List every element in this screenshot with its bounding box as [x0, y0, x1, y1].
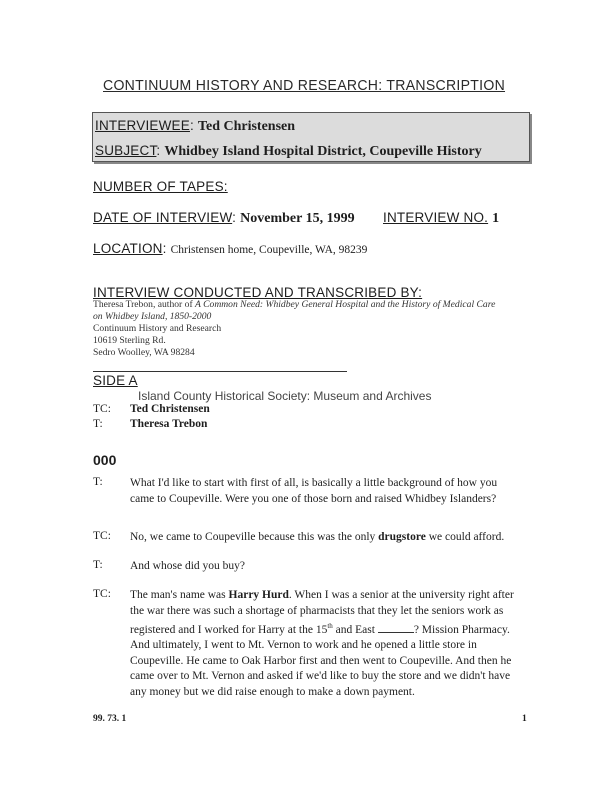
a2-speaker: TC:: [93, 588, 111, 600]
a2-text-mid2: and East: [332, 623, 378, 636]
book-title-part1: A Common Need: Whidbey General Hospital and the History of Medical Care: [195, 299, 496, 310]
footer-page-number: 1: [522, 714, 527, 724]
speaker-name-t: Theresa Trebon: [130, 418, 208, 430]
document-header-title: CONTINUUM HISTORY AND RESEARCH: TRANSCRIPTION: [103, 78, 506, 94]
speaker-name-tc: Ted Christensen: [130, 403, 210, 415]
a2-blank-line: [378, 623, 414, 633]
location-label: LOCATION: [93, 241, 163, 256]
a2-text-start: The man's name was: [130, 589, 229, 601]
subject-label: SUBJECT: [95, 143, 157, 158]
author-line-2: [93, 311, 211, 323]
a2-text-mid1: . When I was a senior at the university right after the war there was such a shortage of pharmacists that they let the seniors work as registered and I worked for Harry at the 15: [130, 589, 514, 636]
a2-bold: Harry Hurd: [228, 589, 289, 601]
tapes-row: [93, 178, 228, 196]
footer-doc-number: 99. 73. 1: [93, 714, 127, 724]
a2-superscript: th: [327, 622, 333, 630]
interviewee-label: INTERVIEWEE: [95, 118, 190, 133]
author-text: Theresa Trebon, author of: [93, 299, 196, 310]
a1-text-end: we could afford.: [425, 531, 505, 543]
a2-text: [130, 588, 522, 700]
address-city: Sedro Woolley, WA 98284: [93, 347, 195, 358]
a1-text-start: No, we came to Coupeville because this was the only: [130, 531, 379, 543]
q2-speaker: T:: [93, 559, 103, 571]
location-value: Christensen home, Coupeville, WA, 98239: [170, 244, 368, 256]
address-org: Continuum History and Research: [93, 323, 222, 334]
interviewee-row: INTERVIEWEE: Ted Christensen: [95, 118, 296, 134]
q1-speaker: T:: [93, 476, 103, 488]
q2-text: And whose did you buy?: [130, 560, 245, 572]
a2-text-end: ? Mission Pharmacy. And ultimately, I went to Mt. Vernon to work and he opened a little store in Coupeville. He came to Oak Harbor first and then went to Coupeville. And then he came over to Mt. Vernon and asked if we'd like to buy the store and we didn't have any money but we did raise enough to make a down payment.: [130, 623, 512, 698]
date-row: DATE OF INTERVIEW: November 15, 1999: [93, 210, 355, 226]
speaker-code-t: T:: [93, 418, 103, 430]
subject-row: SUBJECT: Whidbey Island Hospital District, Coupeville History: [95, 143, 482, 159]
address-street: 10619 Sterling Rd.: [93, 335, 166, 346]
interview-no-value: 1: [492, 211, 500, 226]
date-value: November 15, 1999: [240, 211, 355, 226]
conducted-label: INTERVIEW CONDUCTED AND TRANSCRIBED BY:: [93, 285, 423, 300]
archive-watermark: Island County Historical Society: Museum and Archives: [138, 389, 432, 403]
tape-counter: 000: [93, 452, 117, 468]
tapes-label: NUMBER OF TAPES:: [93, 179, 228, 194]
a1-text: [130, 530, 522, 546]
book-title-part2: on Whidbey Island, 1850-2000: [93, 311, 212, 322]
date-label: DATE OF INTERVIEW: [93, 210, 233, 225]
a1-speaker: TC:: [93, 530, 111, 542]
author-line: [93, 299, 495, 311]
subject-value: Whidbey Island Hospital District, Coupeville History: [164, 144, 482, 159]
location-row: LOCATION: Christensen home, Coupeville, WA, 98239: [93, 241, 368, 256]
a1-bold: drugstore: [378, 531, 426, 543]
interview-no-row: [383, 209, 499, 227]
side-row: [93, 372, 138, 390]
side-label: SIDE A: [93, 373, 138, 388]
interviewee-value: Ted Christensen: [197, 119, 296, 134]
speaker-code-tc: TC:: [93, 403, 111, 415]
q1-text: What I'd like to start with first of all, is basically a little background of how you came to Coupeville. Were you one of those born and raised Whidbey Islanders?: [130, 477, 498, 505]
interview-no-label: INTERVIEW NO.: [383, 210, 489, 225]
